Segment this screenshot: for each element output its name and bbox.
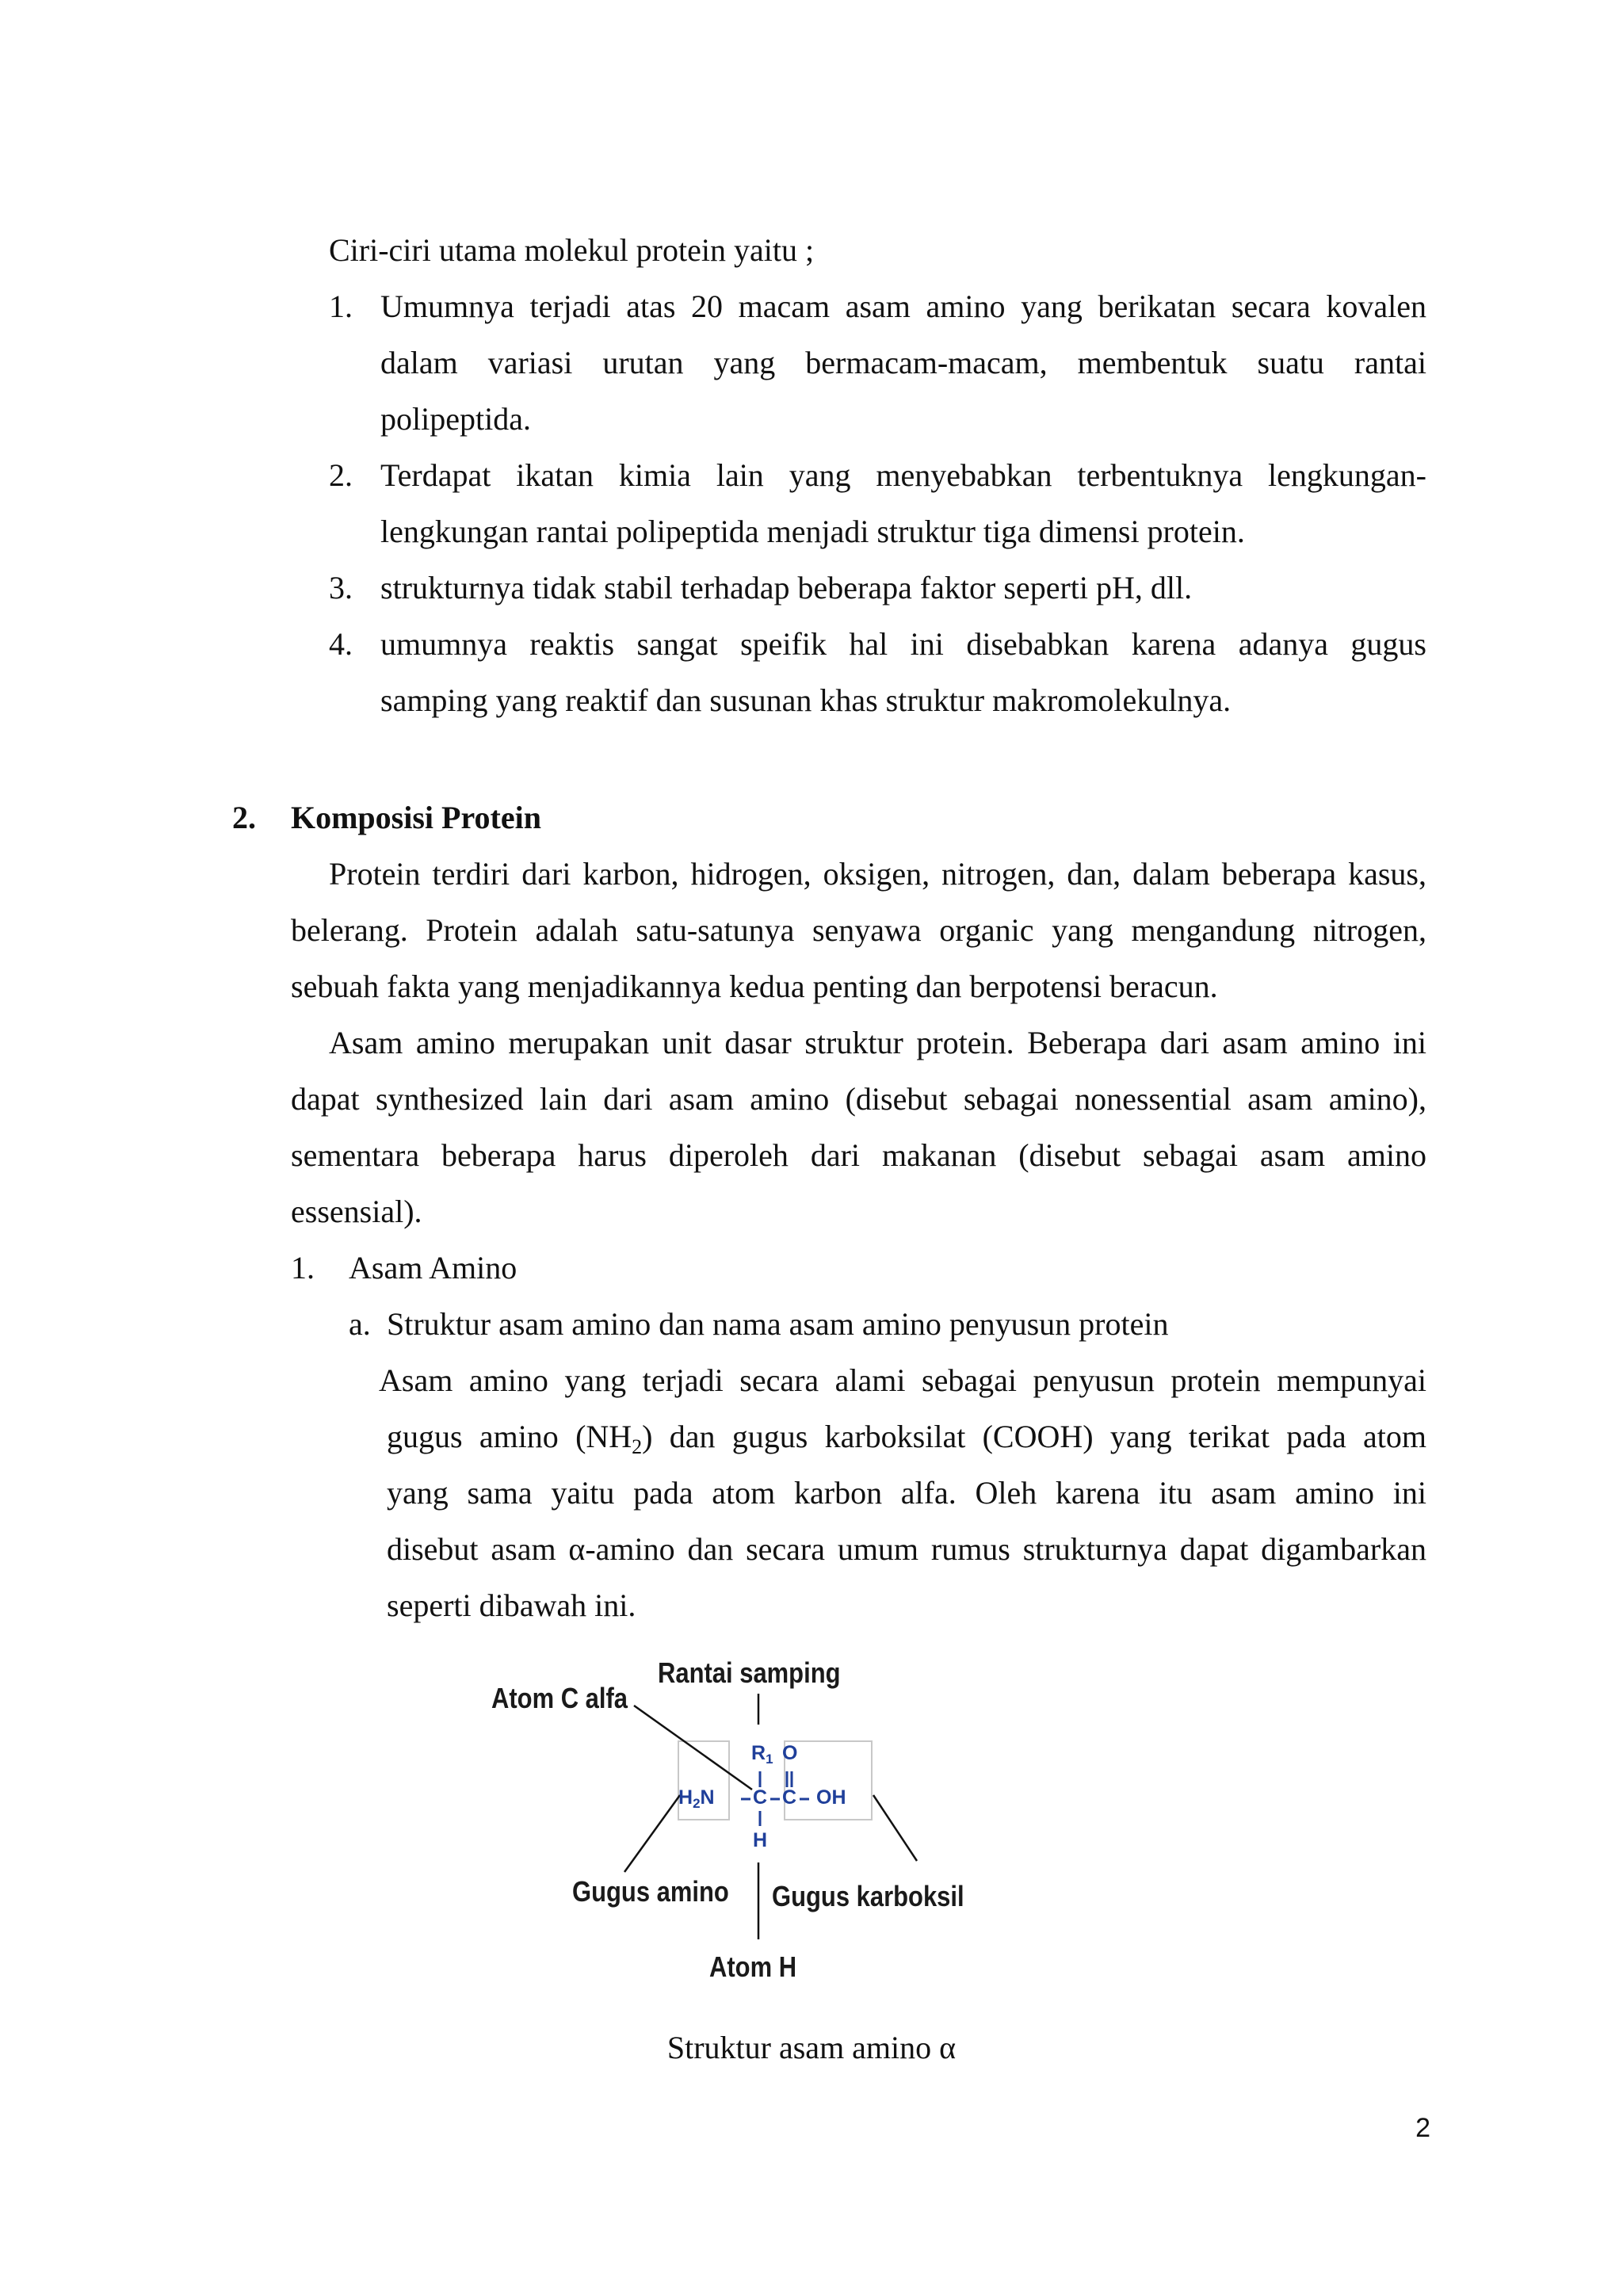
paragraph-line: Protein terdiri dari karbon, hidrogen, oksigen, nitrogen, dan, dalam beberapa kasus, xyxy=(329,856,1426,892)
paragraph-line: Asam amino yang terjadi secara alami sebagai penyusun protein mempunyai xyxy=(379,1362,1426,1398)
paragraph-line: yang sama yaitu pada atom karbon alfa. Oleh karena itu asam amino ini xyxy=(387,1475,1426,1511)
paragraph-line: belerang. Protein adalah satu-satunya senyawa organic yang mengandung nitrogen, xyxy=(291,912,1426,948)
paragraph-line: disebut asam α-amino dan secara umum rumus strukturnya dapat digambarkan xyxy=(387,1531,1426,1567)
list-item-line: Umumnya terjadi atas 20 macam asam amino yang berikatan secara kovalen xyxy=(380,288,1426,324)
list-item-line: Terdapat ikatan kimia lain yang menyebabkan terbentuknya lengkungan- xyxy=(380,457,1426,493)
list-item-line: polipeptida. xyxy=(380,401,531,437)
label-side-chain: Rantai samping xyxy=(658,1656,841,1689)
chem-carbonyl-oxygen: O xyxy=(782,1742,798,1764)
list-item-line: lengkungan rantai polipeptida menjadi struktur tiga dimensi protein. xyxy=(380,514,1245,549)
list-number: 2. xyxy=(329,457,353,493)
chem-r-group: $R_1$ xyxy=(751,1742,773,1767)
list-number: 3. xyxy=(329,570,353,606)
label-carboxyl-group: Gugus karboksil xyxy=(772,1880,964,1912)
paragraph-line: seperti dibawah ini. xyxy=(387,1587,636,1623)
list-item-line: samping yang reaktif dan susunan khas struktur makromolekulnya. xyxy=(380,682,1232,718)
paragraph-line: dapat synthesized lain dari asam amino (disebut sebagai nonessential asam amino), xyxy=(291,1081,1426,1117)
intro-line: Ciri-ciri utama molekul protein yaitu ; xyxy=(329,232,815,268)
chem-alpha-carbon: C xyxy=(753,1786,768,1809)
section-number: 2. xyxy=(232,800,256,835)
page-number: 2 xyxy=(1415,2113,1430,2143)
section-title: Komposisi Protein xyxy=(291,800,541,835)
subsection-letter: a. xyxy=(349,1306,371,1342)
paragraph-line: Asam amino merupakan unit dasar struktur protein. Beberapa dari asam amino ini xyxy=(329,1025,1426,1060)
subsection-number: 1. xyxy=(291,1250,315,1286)
chem-amine: $H_2N$ xyxy=(678,1786,715,1811)
list-item-line: dalam variasi urutan yang bermacam-macam, membentuk suatu rantai xyxy=(380,345,1426,380)
subsection-a-title: Struktur asam amino dan nama asam amino penyusun protein xyxy=(387,1306,1169,1342)
list-number: 1. xyxy=(329,288,353,324)
label-hydrogen-atom: Atom H xyxy=(709,1950,797,1983)
paragraph-line: gugus amino $(NH_2)$ dan gugus karboksilat (COOH) yang terikat pada atom xyxy=(387,1419,1427,1458)
chem-hydroxyl: OH xyxy=(816,1786,846,1809)
list-item-line: strukturnya tidak stabil terhadap beberapa faktor seperti pH, dll. xyxy=(380,570,1193,606)
figure-caption: Struktur asam amino α xyxy=(666,2030,957,2065)
list-item-line: umumnya reaktis sangat speifik hal ini disebabkan karena adanya gugus xyxy=(380,626,1426,662)
label-alpha-carbon: Atom C alfa xyxy=(491,1682,628,1714)
paragraph-line: sementara beberapa harus diperoleh dari makanan (disebut sebagai asam amino xyxy=(291,1137,1426,1173)
chem-hydrogen: H xyxy=(753,1829,768,1851)
paragraph-line: sebuah fakta yang menjadikannya kedua penting dan berpotensi beracun. xyxy=(291,968,1218,1004)
list-number: 4. xyxy=(329,626,353,662)
chem-carboxyl-carbon: C xyxy=(782,1786,797,1809)
paragraph-line: essensial). xyxy=(291,1194,422,1229)
label-amino-group: Gugus amino xyxy=(572,1875,729,1908)
amino-acid-structure-diagram xyxy=(475,1648,999,1997)
subsection-title: Asam Amino xyxy=(349,1250,517,1286)
